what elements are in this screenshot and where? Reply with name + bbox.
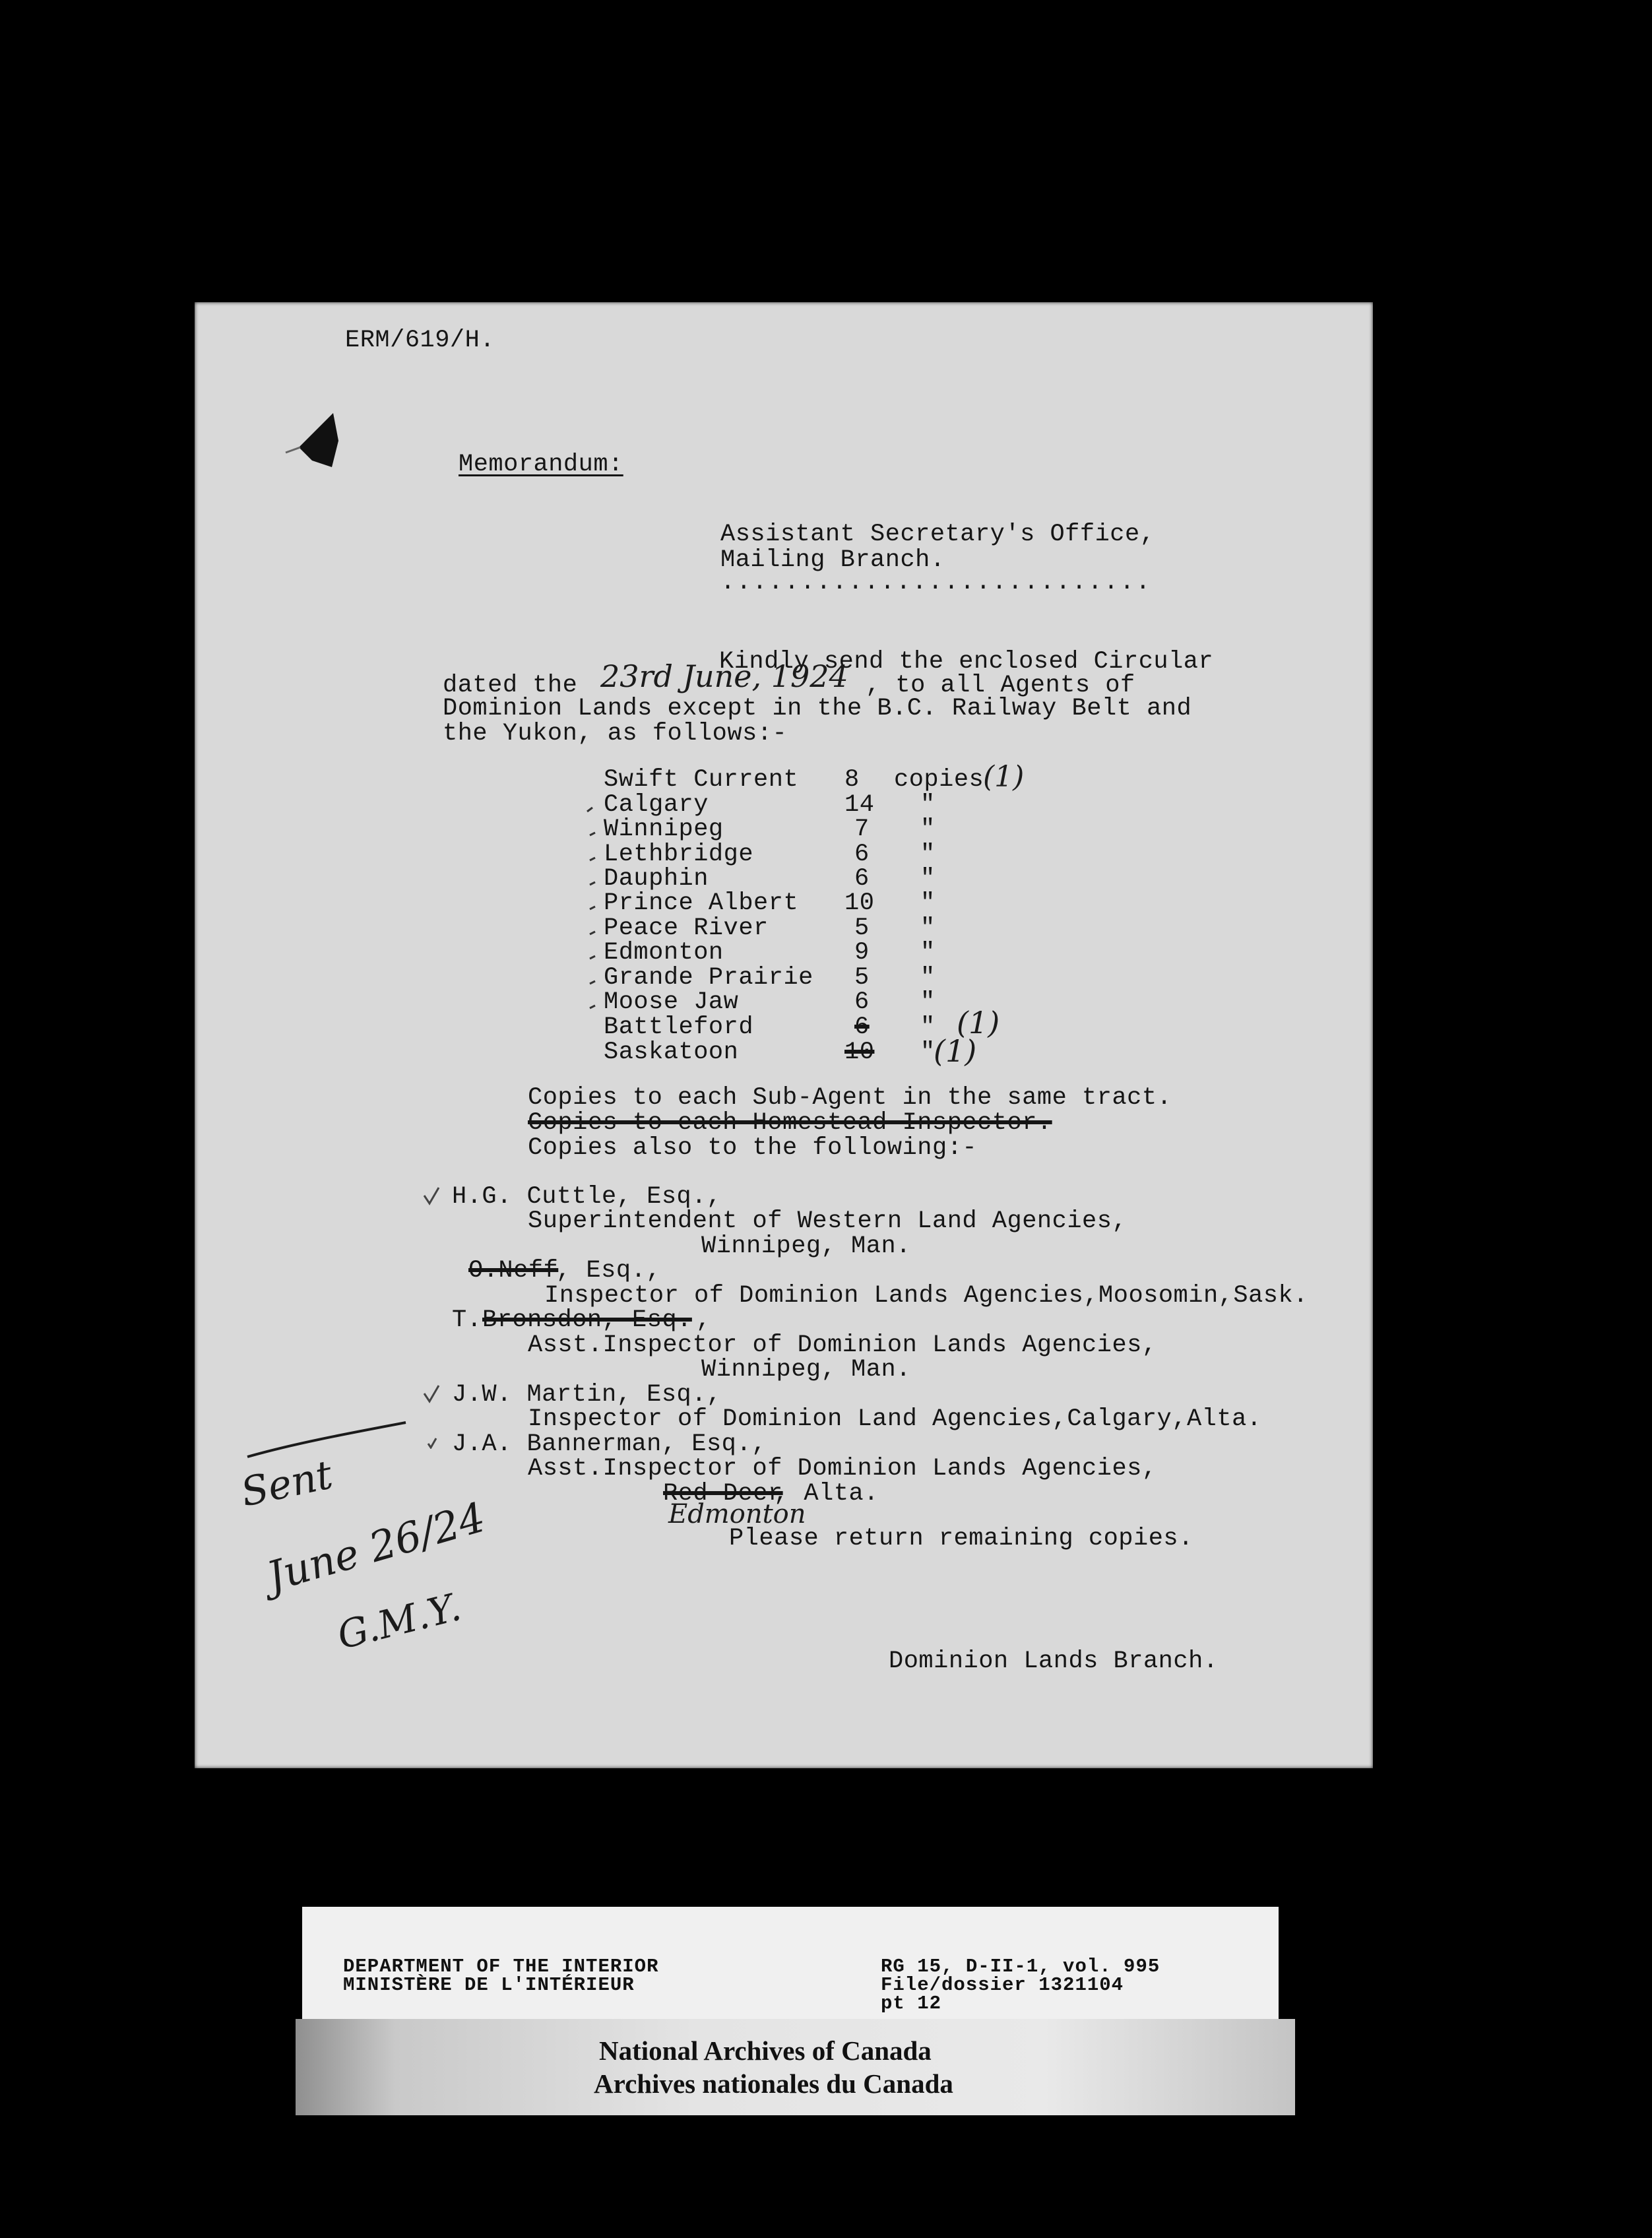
agency-unit: " [920,988,936,1016]
agency-name: Edmonton [604,939,724,967]
agency-count: 6 [854,865,870,893]
agency-count: 10 [844,1039,875,1066]
handwritten-count: (1) [957,1005,1000,1040]
signature-branch: Dominion Lands Branch. [889,1647,1219,1675]
agency-name: Prince Albert [604,889,799,917]
file-reference: ERM/619/H. [345,327,495,354]
paragraph-line-3: Dominion Lands except in the B.C. Railway Belt and [443,695,1192,722]
recipient-1-title: Superintendent of Western Land Agencies, [528,1207,1128,1235]
agency-count: 5 [854,964,870,992]
recipient-3-name-struck: Bronsdon, Esq. [482,1306,692,1334]
copies-also: Copies also to the following:- [528,1134,978,1162]
recipient-3-place: Winnipeg, Man. [701,1356,911,1384]
agency-unit: " [920,939,936,967]
agency-count: 8 [844,766,860,794]
office-line-2: Mailing Branch. [720,546,945,574]
agency-name: Swift Current [604,766,799,794]
agency-count: 5 [854,914,870,942]
agency-name: Dauphin [604,865,709,893]
recipient-2-title: Inspector of Dominion Lands Agencies,Moosomin,Sask. [544,1282,1308,1310]
paragraph-line-4: the Yukon, as follows:- [443,720,788,748]
agency-count: 10 [844,889,875,917]
agency-name: Calgary [604,791,709,819]
archives-name-en: National Archives of Canada [599,2035,932,2066]
department-fr: MINISTÈRE DE L'INTÉRIEUR [343,1974,635,1996]
agency-count: 6 [854,841,870,868]
handwritten-date: 23rd June, 1924 [600,658,848,694]
agency-unit: " [920,841,936,868]
agency-name: Lethbridge [604,841,754,868]
archives-name-fr: Archives nationales du Canada [594,2068,953,2099]
handwritten-initials: G.M.Y. [333,1584,466,1658]
recipient-3-prefix: T. [452,1306,482,1334]
copies-sub-agent: Copies to each Sub-Agent in the same tract. [528,1084,1172,1112]
agency-count: 6 [854,1013,870,1041]
agency-name: Saskatoon [604,1039,739,1066]
agency-count: 7 [854,815,870,843]
agency-count: 6 [854,988,870,1016]
paragraph-line-2a: dated the [443,672,578,699]
paragraph-line-1: Kindly send the enclosed Circular [719,648,1214,676]
agency-name: Battleford [604,1013,754,1041]
agency-name: Winnipeg [604,815,724,843]
dotted-rule: ........................... [720,569,1152,596]
recipient-5-title: Asst.Inspector of Dominion Lands Agencies, [528,1455,1157,1483]
record-group: RG 15, D-II-1, vol. 995 [881,1956,1160,1977]
agency-name: Peace River [604,914,769,942]
recipient-check-marks [419,1185,452,1449]
agency-unit: " [920,1013,936,1041]
agency-unit: " [920,889,936,917]
archives-stamp [296,2019,1295,2115]
recipient-5-place: , Alta. [774,1480,879,1508]
part-number: pt 12 [881,1993,942,2014]
recipient-1-name: H.G. Cuttle, Esq., [452,1183,722,1211]
file-number: File/dossier 1321104 [881,1974,1124,1996]
office-line-1: Assistant Secretary's Office, [720,521,1155,548]
agency-unit: " [920,815,936,843]
handwritten-count: (1) [934,1033,977,1069]
recipient-2-name: , Esq., [556,1257,661,1285]
recipient-2-name-struck: O.Neff [468,1257,559,1285]
recipient-3-name: , [696,1306,711,1334]
handwritten-count: (1) [983,760,1025,794]
recipient-5-place-struck: Red Deer [663,1480,783,1508]
department-en: DEPARTMENT OF THE INTERIOR [343,1956,659,1977]
recipient-3-title: Asst.Inspector of Dominion Lands Agencies, [528,1331,1157,1359]
agency-count: 14 [844,791,875,819]
agency-name: Grande Prairie [604,964,813,992]
agency-unit: " [920,914,936,942]
handwritten-edmonton: Edmonton [668,1499,806,1529]
recipient-4-name: J.W. Martin, Esq., [452,1381,722,1409]
copies-homestead-struck: Copies to each Homestead Inspector. [528,1109,1052,1137]
recipient-1-place: Winnipeg, Man. [701,1232,911,1260]
archive-reference-label [302,1907,1279,2024]
agency-unit: copies [894,766,984,794]
handwritten-sent: Sent [237,1452,337,1516]
return-note: Please return remaining copies. [729,1525,1193,1552]
paragraph-line-2b: , to all Agents of [866,672,1135,699]
agency-count: 9 [854,939,870,967]
memo-heading: Memorandum: [459,451,623,478]
check-marks [561,796,607,1073]
agency-unit: " [920,865,936,893]
handwritten-sent-date: June 26/24 [261,1492,491,1601]
recipient-5-name: J.A. Bannerman, Esq., [452,1430,767,1458]
recipient-4-title: Inspector of Dominion Land Agencies,Calgary,Alta. [528,1405,1262,1433]
agency-unit: " [920,964,936,992]
agency-name: Moose Jaw [604,988,739,1016]
handwritten-underline [241,1417,412,1470]
torn-paper-mark [272,401,352,480]
agency-unit: " [920,1039,936,1066]
agency-unit: " [920,791,936,819]
memo-page [195,302,1373,1768]
